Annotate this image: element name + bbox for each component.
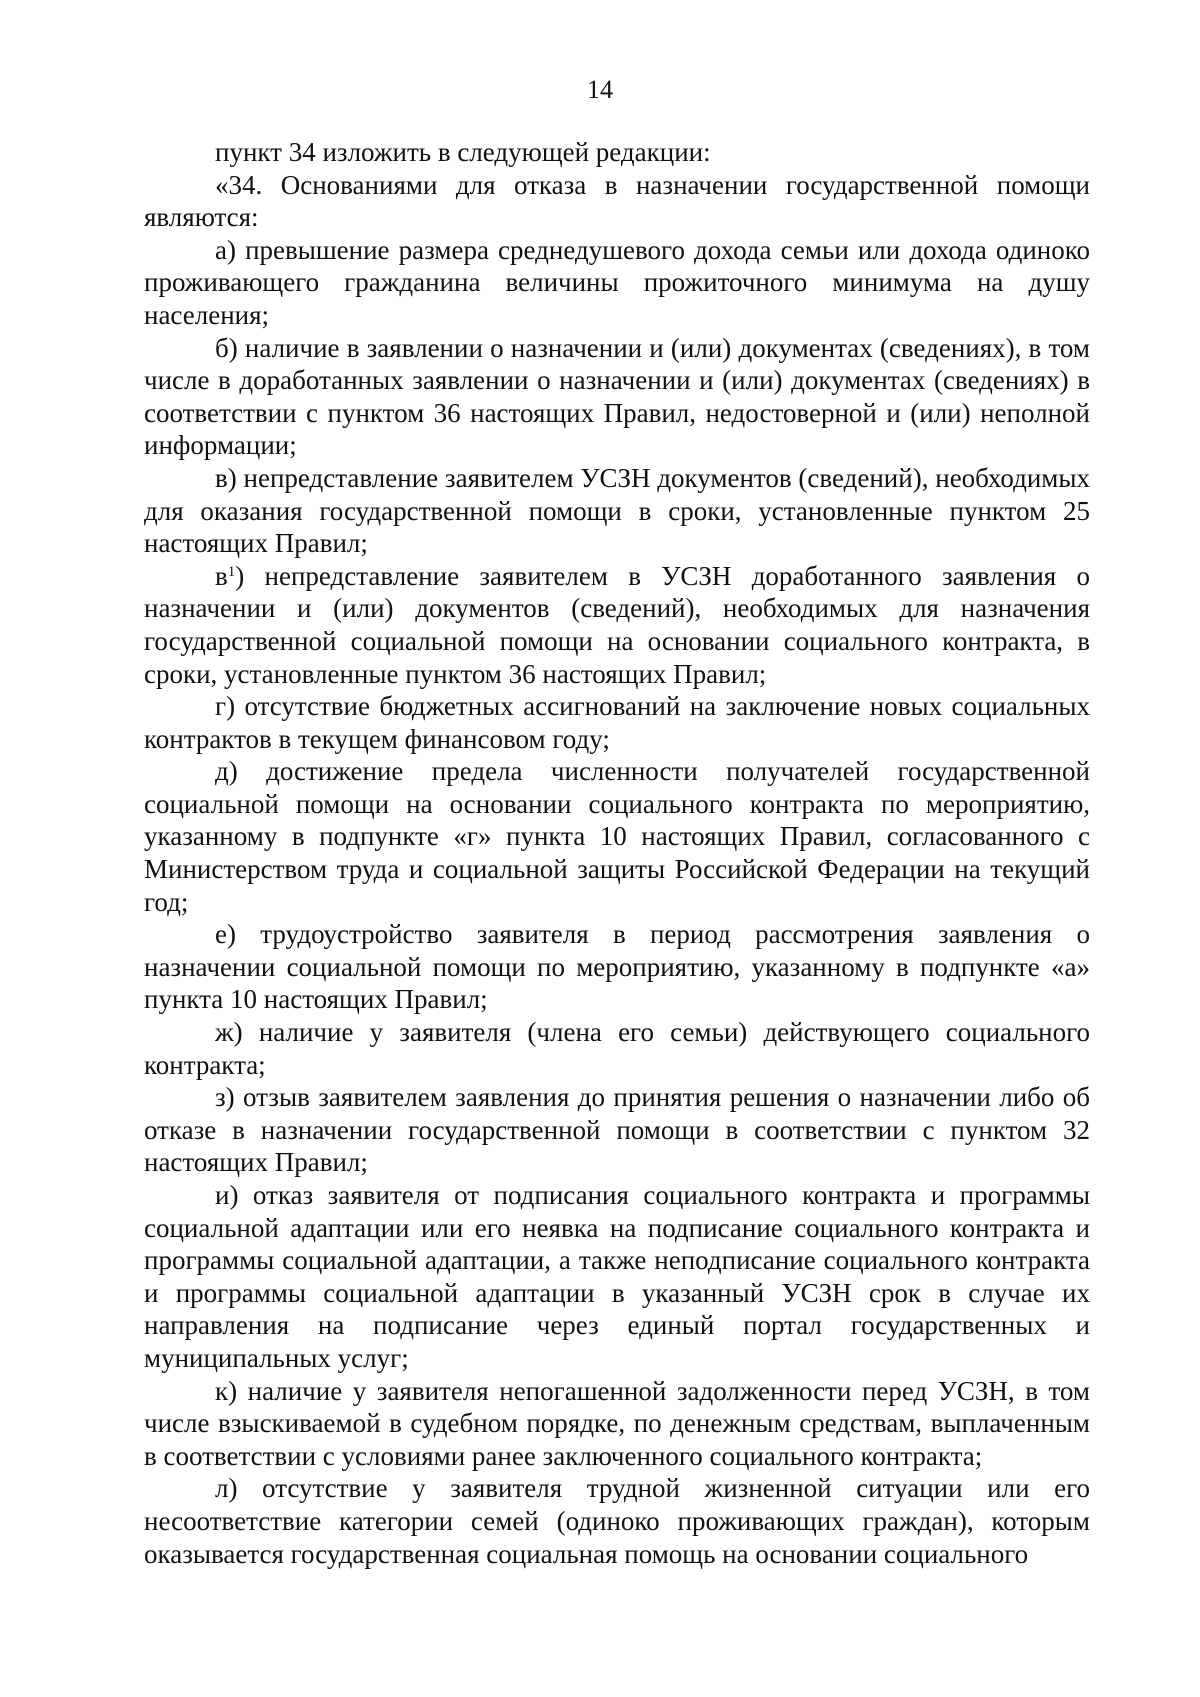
clause-34-heading: «34. Основаниями для отказа в назначении государственной помощи являются:	[144, 169, 1090, 233]
item-a: а) превышение размера среднедушевого дохода семьи или дохода одиноко проживающего гражданина величины прожиточного минимума на душу населения;	[144, 234, 1090, 330]
item-v1-superscript: 1	[227, 563, 236, 580]
item-d: д) достижение предела численности получателей государственной социальной помощи на основании социального контракта по мероприятию, указанному в подпункте «г» пункта 10 настоящих Правил, согласованного с Министерством труда и социальной защиты Российской Федерации на текущий год;	[144, 756, 1090, 917]
item-k: к) наличие у заявителя непогашенной задолженности перед УСЗН, в том числе взыскиваемой в судебном порядке, по денежным средствам, выплаченным в соответствии с условиями ранее заключенного социального контракта;	[144, 1375, 1090, 1471]
page-number: 14	[587, 75, 613, 104]
item-b: б) наличие в заявлении о назначении и (или) документах (сведениях), в том числе в доработанных заявлении о назначении и (или) документах (сведениях) в соответствии с пунктом 36 настоящих Правил, недостоверной и (или) неполной информации;	[144, 332, 1090, 461]
document-body	[144, 136, 1090, 1570]
item-v: в) непредставление заявителем УСЗН документов (сведений), необходимых для оказания государственной помощи в сроки, установленные пунктом 25 настоящих Правил;	[144, 462, 1090, 559]
item-zh: ж) наличие у заявителя (члена его семьи) действующего социального контракта;	[144, 1017, 1090, 1080]
item-l: л) отсутствие у заявителя трудной жизненной ситуации или его несоответствие категории семей (одиноко проживающих граждан), которым оказывается государственная социальная помощь на основании социального	[144, 1473, 1090, 1569]
item-v1-letter: в	[215, 560, 228, 591]
item-z: з) отзыв заявителем заявления до принятия решения о назначении либо об отказе в назначении государственной помощи в соответствии с пунктом 32 настоящих Правил;	[144, 1082, 1090, 1178]
intro-paragraph: пункт 34 изложить в следующей редакции:	[215, 137, 711, 167]
item-v1-text: ) непредставление заявителем в УСЗН доработанного заявления о назначении и (или) документов (сведений), необходимых для назначения государственной социальной помощи на основании социального контракта, в сроки, установленные пунктом 36 настоящих Правил;	[144, 560, 1090, 689]
item-i: и) отказ заявителя от подписания социального контракта и программы социальной адаптации или его неявка на подписание социального контракта и программы социальной адаптации, а также неподписание социального контракта и программы социальной адаптации в указанный УСЗН срок в случае их направления на подписание через единый портал государственных и муниципальных услуг;	[144, 1180, 1090, 1373]
item-v1	[144, 560, 1090, 690]
item-g: г) отсутствие бюджетных ассигнований на заключение новых социальных контрактов в текущем финансовом году;	[144, 691, 1090, 754]
item-e: е) трудоустройство заявителя в период рассмотрения заявления о назначении социальной помощи по мероприятию, указанному в подпункте «а» пункта 10 настоящих Правил;	[144, 919, 1090, 1015]
